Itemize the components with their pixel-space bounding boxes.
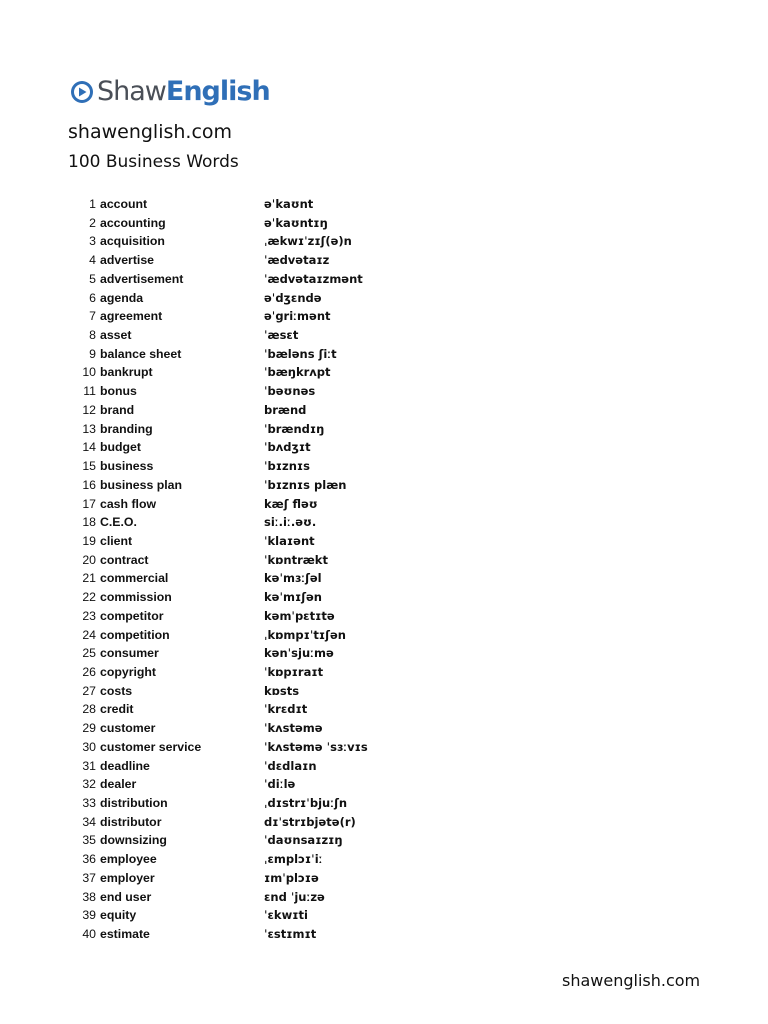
item-word: consumer [100, 646, 159, 661]
item-pronunciation: kəˈmɜːʃəl [264, 571, 322, 586]
item-word: customer service [100, 739, 202, 754]
list-item [70, 906, 490, 925]
item-number: 17 [82, 496, 96, 511]
item-pronunciation: əˈkaʊnt [264, 197, 314, 211]
item-number: 36 [82, 852, 96, 867]
item-word: credit [100, 702, 134, 717]
item-word: cash flow [100, 496, 157, 511]
item-pronunciation: ˈdaʊnsaɪzɪŋ [264, 833, 343, 848]
list-item [70, 775, 490, 794]
list-item [70, 588, 490, 607]
item-pronunciation: ɪmˈplɔɪə [264, 870, 319, 885]
item-number: 8 [89, 328, 96, 343]
item-pronunciation: ˈkʌstəmə [264, 721, 323, 736]
item-pronunciation: kəˈmɪʃən [264, 590, 322, 605]
list-item [70, 626, 490, 645]
item-pronunciation: kɒsts [264, 683, 300, 698]
item-word: bankrupt [100, 365, 153, 380]
item-pronunciation: ˈkʌstəmə ˈsɜːvɪs [264, 739, 368, 754]
item-pronunciation: ˈdiːlə [264, 777, 296, 792]
item-number: 4 [89, 253, 96, 268]
item-word: C.E.O. [100, 515, 137, 530]
list-item [70, 476, 490, 495]
item-pronunciation: ˌækwɪˈzɪʃ(ə)n [264, 234, 352, 249]
list-item [70, 869, 490, 888]
item-word: distribution [100, 796, 168, 810]
logo-text-english: English [165, 76, 270, 107]
item-word: commission [100, 590, 172, 605]
item-number: 35 [82, 833, 96, 848]
list-item [70, 307, 490, 326]
item-word: downsizing [100, 833, 167, 848]
item-number: 38 [82, 889, 96, 904]
item-word: deadline [100, 758, 150, 773]
item-pronunciation: ˈædvətaɪz [264, 253, 330, 268]
list-item [70, 195, 490, 214]
item-pronunciation: ˈbæləns ʃiːt [264, 346, 337, 361]
item-number: 16 [82, 477, 96, 492]
item-pronunciation: dɪˈstrɪbjətə(r) [264, 814, 356, 829]
footer-site-url: shawenglish.com [562, 971, 701, 990]
item-word: accounting [100, 215, 166, 230]
item-number: 32 [82, 777, 96, 792]
item-pronunciation: ˈbəʊnəs [264, 384, 316, 399]
list-item [70, 270, 490, 289]
list-item [70, 663, 490, 682]
item-number: 29 [82, 721, 96, 736]
item-pronunciation: ˈæsɛt [264, 328, 299, 343]
list-item [70, 326, 490, 345]
item-pronunciation: kənˈsjuːmə [264, 646, 334, 661]
list-item [70, 232, 490, 251]
item-pronunciation: ˌkɒmpɪˈtɪʃən [264, 627, 346, 642]
item-number: 40 [82, 927, 96, 942]
item-number: 34 [82, 814, 96, 829]
item-word: business plan [100, 477, 183, 492]
item-pronunciation: ɛnd ˈjuːzə [264, 889, 325, 904]
item-pronunciation: brænd [264, 402, 307, 417]
item-word: advertisement [100, 271, 184, 286]
list-item [70, 532, 490, 551]
item-number: 26 [82, 664, 96, 679]
item-word: client [100, 533, 133, 548]
item-number: 19 [82, 533, 96, 548]
item-word: end user [100, 889, 152, 904]
list-item [70, 700, 490, 719]
item-word: balance sheet [100, 346, 182, 361]
list-item [70, 401, 490, 420]
list-item [70, 289, 490, 308]
item-number: 3 [89, 234, 96, 249]
item-pronunciation: kæʃ fləʊ [264, 496, 318, 511]
item-word: branding [100, 421, 153, 436]
list-item [70, 438, 490, 457]
item-number: 31 [82, 758, 96, 773]
item-number: 10 [82, 365, 96, 380]
list-item [70, 794, 490, 813]
item-pronunciation: əˈdʒɛndə [264, 290, 322, 305]
list-item [70, 420, 490, 439]
item-number: 2 [89, 215, 96, 230]
list-item [70, 644, 490, 663]
list-item [70, 738, 490, 757]
item-number: 6 [89, 290, 96, 305]
word-list [70, 195, 490, 944]
item-pronunciation: ˈdɛdlaɪn [264, 758, 317, 773]
item-word: advertise [100, 253, 155, 268]
list-item [70, 831, 490, 850]
item-word: distributor [100, 814, 162, 829]
item-word: contract [100, 552, 149, 567]
item-pronunciation: ˈbrændɪŋ [264, 421, 325, 436]
item-pronunciation: ˈɛkwɪti [264, 908, 308, 923]
item-word: costs [100, 683, 133, 698]
list-item [70, 457, 490, 476]
item-pronunciation: ˈædvətaɪzmənt [264, 271, 363, 286]
shawenglish-logo [70, 78, 270, 105]
item-number: 20 [82, 552, 96, 567]
item-number: 39 [82, 908, 96, 923]
list-item [70, 495, 490, 514]
item-pronunciation: ˈkrɛdɪt [264, 702, 308, 717]
list-item [70, 382, 490, 401]
list-item [70, 214, 490, 233]
list-item [70, 513, 490, 532]
item-word: asset [100, 328, 132, 343]
item-number: 22 [82, 590, 96, 605]
item-word: customer [100, 721, 156, 736]
list-item [70, 719, 490, 738]
item-word: acquisition [100, 234, 165, 249]
item-number: 5 [89, 271, 96, 286]
item-number: 37 [82, 870, 96, 885]
item-word: employee [100, 852, 157, 867]
item-number: 28 [82, 702, 96, 717]
item-word: bonus [100, 384, 137, 399]
item-word: equity [100, 908, 137, 923]
item-word: commercial [100, 571, 169, 586]
item-pronunciation: ˈkɒpɪraɪt [264, 664, 324, 679]
item-number: 1 [89, 197, 96, 211]
item-word: competitor [100, 608, 164, 623]
item-number: 27 [82, 683, 96, 698]
item-pronunciation: siː.iː.əʊ. [264, 515, 317, 530]
site-url: shawenglish.com [68, 121, 233, 143]
item-word: employer [100, 870, 155, 885]
item-word: estimate [100, 927, 150, 942]
page-title: 100 Business Words [68, 152, 239, 172]
item-word: agreement [100, 309, 163, 324]
item-pronunciation: kəmˈpɛtɪtə [264, 608, 335, 623]
item-word: budget [100, 440, 141, 455]
item-number: 15 [82, 459, 96, 474]
item-pronunciation: ˌɛmplɔɪˈiː [264, 852, 323, 867]
logo-text-shaw: Shaw [97, 76, 166, 107]
list-item [70, 569, 490, 588]
item-number: 11 [83, 384, 96, 399]
play-circle-icon [70, 79, 94, 105]
list-item [70, 363, 490, 382]
item-number: 14 [82, 440, 96, 455]
item-pronunciation: ˈbɪznɪs [264, 459, 311, 474]
item-pronunciation: ˈbæŋkrʌpt [264, 365, 331, 380]
item-word: competition [100, 627, 170, 642]
item-pronunciation: ˈkɒntrækt [264, 552, 328, 567]
item-pronunciation: əˈkaʊntɪŋ [264, 215, 328, 230]
item-number: 12 [82, 402, 96, 417]
list-item [70, 345, 490, 364]
item-pronunciation: ˈklaɪənt [264, 533, 315, 548]
item-number: 21 [82, 571, 96, 586]
item-number: 9 [89, 346, 96, 361]
list-item [70, 888, 490, 907]
item-number: 23 [82, 608, 96, 623]
item-number: 13 [82, 421, 96, 436]
logo-wordmark [97, 78, 270, 105]
item-word: copyright [100, 664, 157, 679]
item-pronunciation: əˈgriːmənt [264, 309, 331, 324]
item-pronunciation: ˈbʌdʒɪt [264, 440, 311, 455]
item-number: 24 [82, 627, 96, 642]
item-word: account [100, 197, 148, 211]
list-item [70, 850, 490, 869]
list-item [70, 925, 490, 944]
item-word: business [100, 459, 154, 474]
item-number: 7 [89, 309, 96, 324]
item-number: 18 [82, 515, 96, 530]
list-item [70, 682, 490, 701]
item-pronunciation: ˌdɪstrɪˈbjuːʃn [264, 796, 348, 810]
item-pronunciation: ˈbɪznɪs plæn [264, 477, 347, 492]
item-number: 33 [82, 796, 96, 810]
item-number: 30 [82, 739, 96, 754]
list-item [70, 607, 490, 626]
item-word: dealer [100, 777, 137, 792]
item-word: agenda [100, 290, 144, 305]
list-item [70, 251, 490, 270]
item-word: brand [100, 402, 135, 417]
item-number: 25 [82, 646, 96, 661]
list-item [70, 813, 490, 832]
item-pronunciation: ˈɛstɪmɪt [264, 927, 317, 942]
list-item [70, 551, 490, 570]
list-item [70, 757, 490, 776]
